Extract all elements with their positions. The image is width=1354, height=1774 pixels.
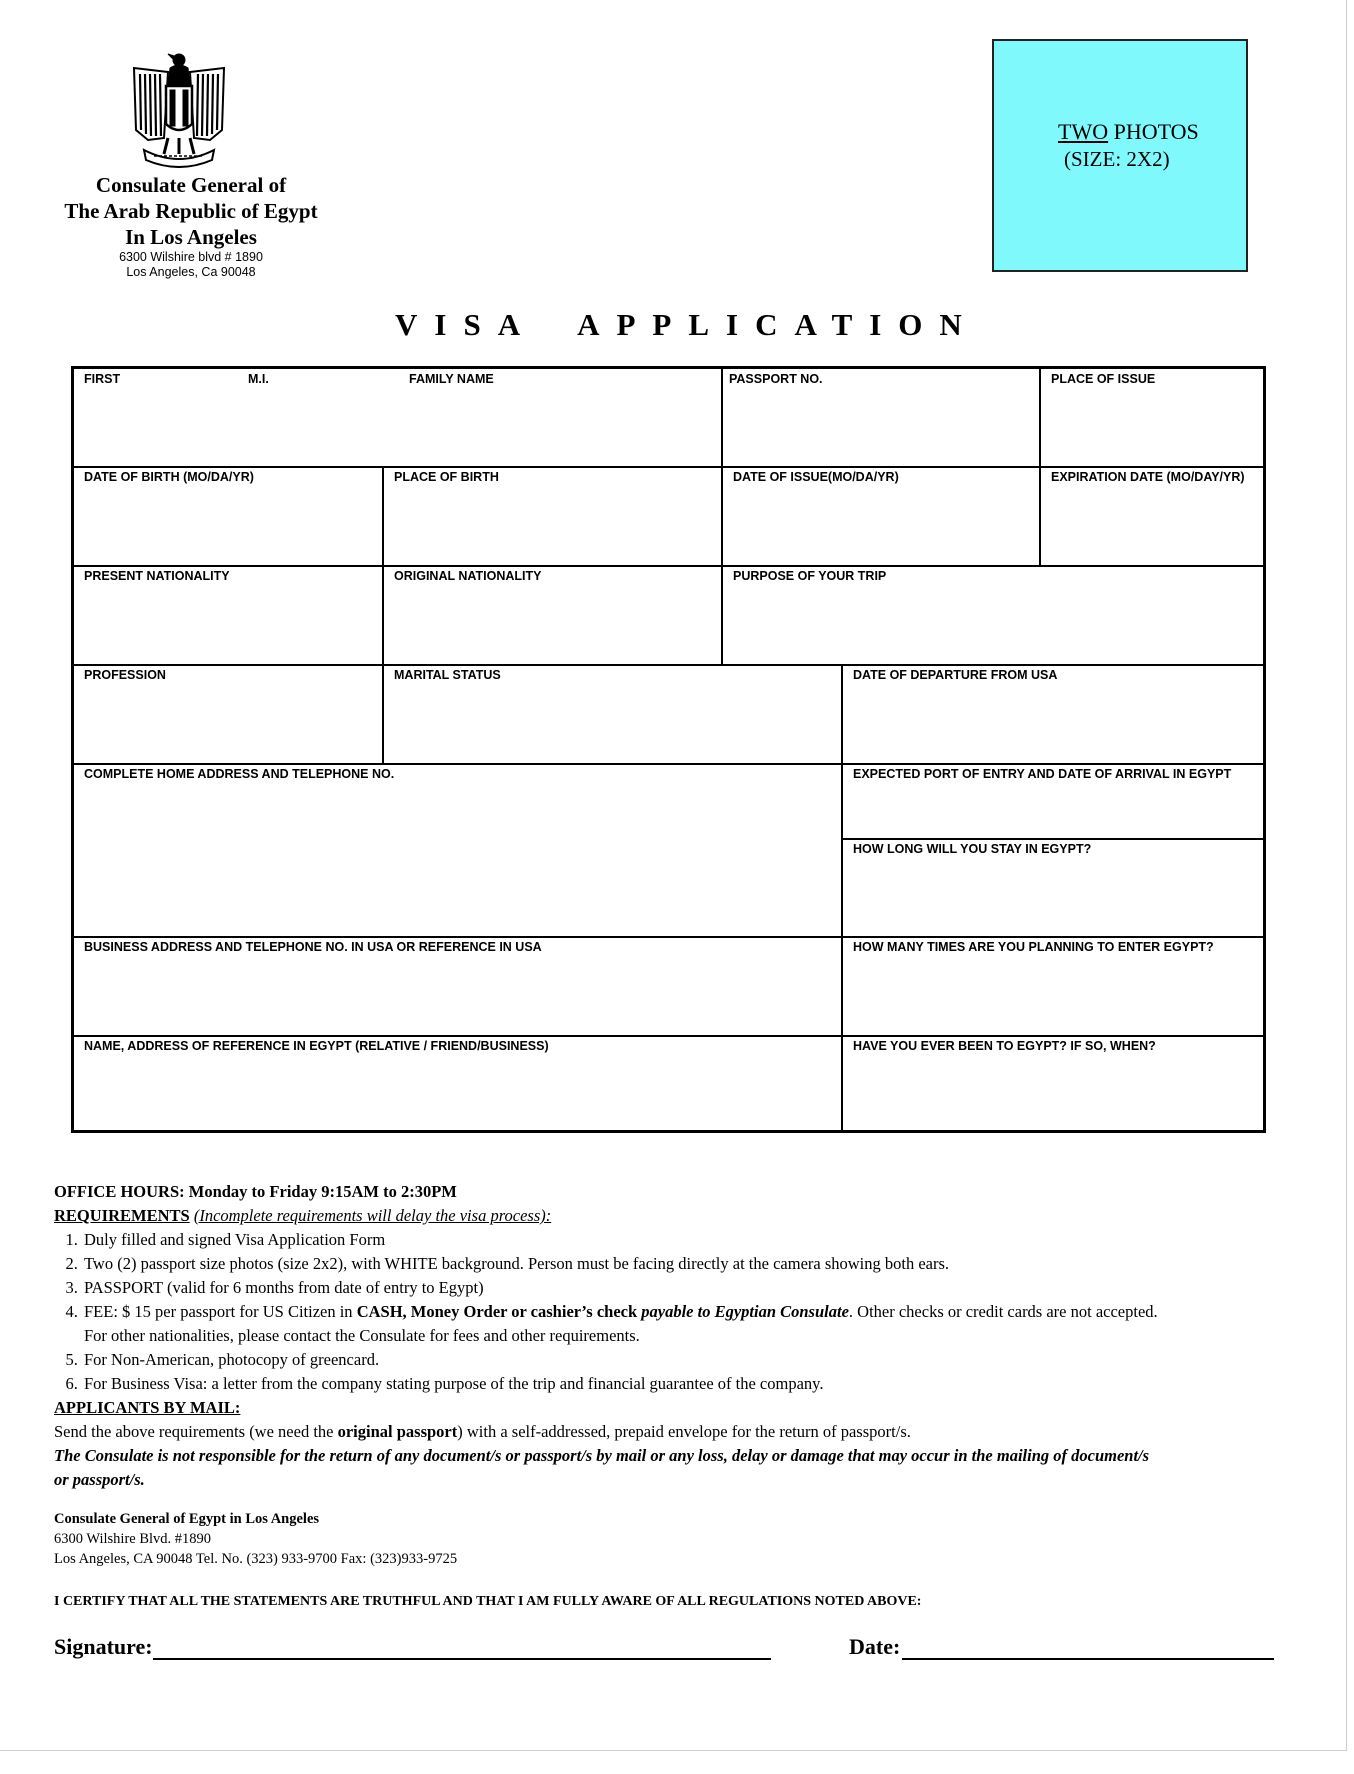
date-label: Date: — [849, 1634, 901, 1659]
marital-status-field[interactable] — [384, 666, 841, 763]
present-nationality-label: PRESENT NATIONALITY — [84, 569, 230, 583]
place-of-birth-field[interactable] — [384, 468, 721, 565]
mail-instructions — [54, 1420, 1314, 1444]
reference-in-egypt-label: NAME, ADDRESS OF REFERENCE IN EGYPT (RELATIVE / FRIEND/BUSINESS) — [84, 1039, 549, 1053]
how-long-label: HOW LONG WILL YOU STAY IN EGYPT? — [853, 842, 1092, 856]
date-of-departure-field[interactable] — [843, 666, 1263, 763]
original-nationality-label: ORIGINAL NATIONALITY — [394, 569, 542, 583]
first-label: FIRST — [84, 372, 121, 386]
home-address-label: COMPLETE HOME ADDRESS AND TELEPHONE NO. — [84, 767, 395, 781]
list-item — [82, 1300, 1314, 1348]
fee-payable-to: payable to Egyptian Consulate — [641, 1302, 849, 1321]
profession-label: PROFESSION — [84, 668, 166, 682]
business-address-label: BUSINESS ADDRESS AND TELEPHONE NO. IN USA OR REFERENCE IN USA — [84, 940, 542, 954]
requirements-list — [54, 1228, 1314, 1396]
consulate-line-2: The Arab Republic of Egypt — [64, 199, 318, 223]
port-of-entry-label: EXPECTED PORT OF ENTRY AND DATE OF ARRIVAL IN EGYPT — [853, 767, 1232, 781]
visa-form-grid — [71, 366, 1266, 1133]
requirements-note: (Incomplete requirements will delay the visa process): — [193, 1206, 552, 1225]
list-item: 2. Two (2) passport size photos (size 2x2), with WHITE background. Person must be facing directly at the camera showing both ears. — [82, 1252, 1314, 1276]
list-item: 5. For Non-American, photocopy of greencard. — [82, 1348, 1314, 1372]
profession-field[interactable] — [74, 666, 382, 763]
how-many-times-label: HOW MANY TIMES ARE YOU PLANNING TO ENTER EGYPT? — [853, 940, 1214, 954]
title-visa: VISA — [395, 307, 538, 342]
address-line-1: 6300 Wilshire blvd # 1890 — [119, 250, 263, 264]
passport-no-label: PASSPORT NO. — [729, 372, 823, 386]
place-of-issue-label: PLACE OF ISSUE — [1051, 372, 1156, 386]
mail-text-c: ) with a self-addressed, prepaid envelope for the return of passport/s. — [457, 1422, 911, 1441]
disclaimer: The Consulate is not responsible for the return of any document/s or passport/s by mail or any loss, delay or damage that may occur in the mailing of document/s or passport/s. — [54, 1446, 1150, 1489]
been-to-egypt-field[interactable] — [843, 1037, 1263, 1130]
title-application: APPLICATION — [577, 307, 979, 342]
mail-heading: APPLICANTS BY MAIL: — [54, 1398, 241, 1417]
reference-in-egypt-field[interactable] — [74, 1037, 841, 1130]
fee-other-nationalities: For other nationalities, please contact the Consulate for fees and other requirements. — [84, 1326, 640, 1345]
page-title — [395, 307, 979, 343]
consulate-line-3: In Los Angeles — [125, 225, 257, 249]
certify-statement: I CERTIFY THAT ALL THE STATEMENTS ARE TRUTHFUL AND THAT I AM FULLY AWARE OF ALL REGULATIONS NOTED ABOVE: — [54, 1594, 922, 1609]
consulate-line-1: Consulate General of — [95, 173, 287, 197]
office-hours: OFFICE HOURS: Monday to Friday 9:15AM to 2:30PM — [54, 1182, 457, 1201]
contact-address-1: 6300 Wilshire Blvd. #1890 — [54, 1531, 212, 1547]
date-line[interactable] — [902, 1658, 1274, 1660]
photo-instruction — [1058, 119, 1199, 145]
date-of-birth-field[interactable] — [74, 468, 382, 565]
place-of-issue-field[interactable] — [1041, 369, 1263, 466]
contact-address-2: Los Angeles, CA 90048 Tel. No. (323) 933-9700 Fax: (323)933-9725 — [54, 1551, 458, 1567]
family-name-label: FAMILY NAME — [409, 372, 494, 386]
date-of-departure-label: DATE OF DEPARTURE FROM USA — [853, 668, 1058, 682]
eagle-emblem-icon — [130, 50, 228, 168]
contact-block — [54, 1509, 457, 1569]
signature-line[interactable] — [153, 1658, 771, 1660]
place-of-birth-label: PLACE OF BIRTH — [394, 470, 499, 484]
date-of-issue-label: DATE OF ISSUE(MO/DA/YR) — [733, 470, 899, 484]
passport-no-field[interactable] — [723, 369, 1039, 466]
mi-label: M.I. — [248, 372, 269, 386]
consulate-name — [50, 172, 332, 250]
signature-label: Signature: — [54, 1634, 153, 1659]
mail-text-a: Send the above requirements (we need the — [54, 1422, 338, 1441]
expiration-date-field[interactable] — [1041, 468, 1263, 565]
date-of-issue-field[interactable] — [723, 468, 1039, 565]
purpose-of-trip-field[interactable] — [723, 567, 1263, 664]
fee-text: FEE: $ 15 per passport for US Citizen in — [84, 1302, 357, 1321]
consulate-address — [50, 250, 332, 280]
list-item: 6. For Business Visa: a letter from the company stating purpose of the trip and financial guarantee of the company. — [82, 1372, 1314, 1396]
photo-box — [992, 39, 1248, 272]
original-nationality-field[interactable] — [384, 567, 721, 664]
been-to-egypt-label: HAVE YOU EVER BEEN TO EGYPT? IF SO, WHEN? — [853, 1039, 1156, 1053]
list-item: 1. Duly filled and signed Visa Application Form — [82, 1228, 1314, 1252]
marital-status-label: MARITAL STATUS — [394, 668, 501, 682]
home-address-field[interactable] — [74, 765, 841, 936]
photo-size: (SIZE: 2X2) — [1064, 147, 1170, 171]
photo-word: PHOTOS — [1108, 119, 1199, 144]
requirements-section — [54, 1180, 1314, 1492]
date-of-birth-label: DATE OF BIRTH (MO/DA/YR) — [84, 470, 254, 484]
port-of-entry-field[interactable] — [843, 765, 1263, 838]
list-item: 3. PASSPORT (valid for 6 months from date of entry to Egypt) — [82, 1276, 1314, 1300]
purpose-of-trip-label: PURPOSE OF YOUR TRIP — [733, 569, 887, 583]
first-name-field[interactable] — [74, 369, 721, 466]
expiration-date-label: EXPIRATION DATE (MO/DAY/YR) — [1051, 470, 1245, 484]
fee-not-accepted: . Other checks or credit cards are not accepted. — [848, 1302, 1158, 1321]
contact-name: Consulate General of Egypt in Los Angeles — [54, 1511, 320, 1527]
business-address-field[interactable] — [74, 938, 841, 1035]
fee-payment-methods: CASH, Money Order or cashier’s check — [356, 1302, 638, 1321]
how-many-times-field[interactable] — [843, 938, 1263, 1035]
address-line-2: Los Angeles, Ca 90048 — [126, 265, 256, 279]
how-long-field[interactable] — [843, 840, 1263, 936]
mail-original-passport: original passport — [337, 1422, 458, 1441]
photo-count: TWO — [1058, 119, 1109, 144]
requirements-title: REQUIREMENTS — [54, 1206, 190, 1225]
present-nationality-field[interactable] — [74, 567, 382, 664]
requirements-heading — [54, 1204, 1314, 1228]
